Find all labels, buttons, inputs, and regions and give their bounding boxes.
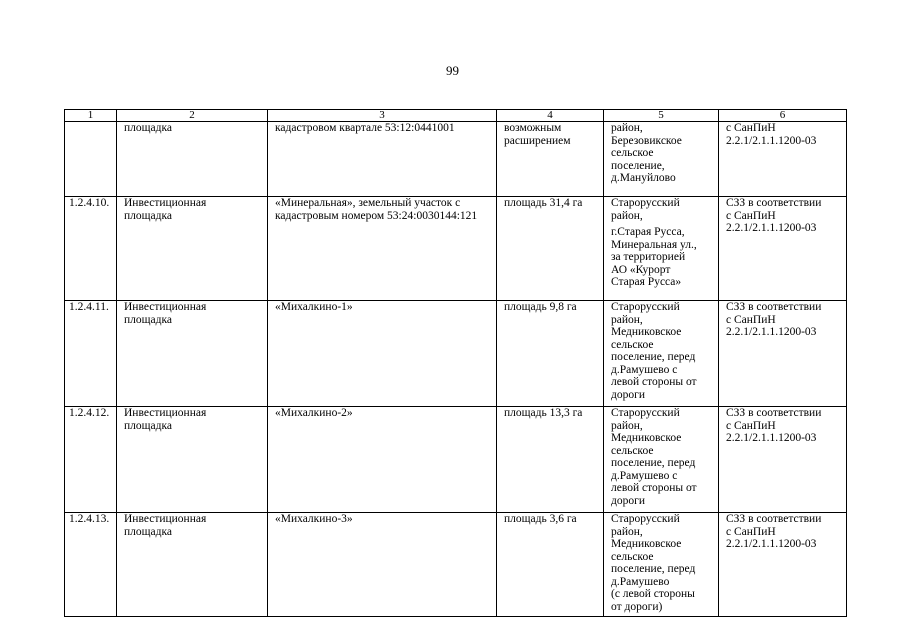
- cell-text-line: площадь 9,8 га: [504, 301, 577, 313]
- cell-text-line: с СанПиН: [726, 122, 776, 134]
- table-cell: [268, 407, 497, 513]
- table-row: [65, 407, 847, 513]
- cell-text-line: левой стороны от: [611, 482, 697, 494]
- table-cell: [719, 407, 847, 513]
- cell-text-line: 1.2.4.12.: [69, 407, 110, 419]
- cell-text-line: возможным: [504, 122, 562, 134]
- cell-text-line: кадастровым номером 53:24:0030144:121: [275, 209, 478, 222]
- cell-text-line: поселение, перед: [611, 563, 696, 575]
- cell-text-line: сельское: [611, 338, 654, 351]
- table-cell: [268, 513, 497, 617]
- table-cell: [268, 122, 497, 197]
- table-cell: [65, 513, 117, 617]
- table-cell: [719, 197, 847, 301]
- cell-text-line: Старорусский: [611, 301, 680, 313]
- cell-text-line: Минеральная ул.,: [611, 238, 697, 251]
- cell-text-line: Старорусский: [611, 407, 680, 419]
- cell-text-line: СЗЗ в соответствии: [726, 197, 822, 209]
- cell-text-line: Медниковское: [611, 538, 682, 550]
- cell-text-line: дороги: [611, 494, 645, 507]
- table-cell: [65, 197, 117, 301]
- cell-text-line: расширением: [504, 134, 571, 147]
- cell-text-line: поселение,: [611, 159, 665, 172]
- cell-text-line: СЗЗ в соответствии: [726, 301, 822, 313]
- table-cell: [268, 301, 497, 407]
- cell-text-line: с СанПиН: [726, 209, 776, 222]
- table-cell: [719, 122, 847, 197]
- cell-text-line: Березовикское: [611, 134, 682, 147]
- cell-text-line: д.Рамушево с: [611, 363, 678, 376]
- cell-text-line: 2.2.1/2.1.1.1200-03: [726, 222, 817, 234]
- table-cell: [719, 301, 847, 407]
- cell-text-line: СЗЗ в соответствии: [726, 407, 822, 419]
- cell-text-line: 1.2.4.13.: [69, 513, 110, 525]
- cell-text-line: от дороги): [611, 600, 663, 613]
- table-header-row: [65, 110, 847, 122]
- cell-text-line: район,: [611, 313, 643, 326]
- cell-text-line: СЗЗ в соответствии: [726, 513, 822, 525]
- cell-text-line: Медниковское: [611, 326, 682, 338]
- cell-text-line: сельское: [611, 550, 654, 563]
- cell-text-line: с СанПиН: [726, 525, 776, 538]
- cell-text-line: 1.2.4.10.: [69, 197, 110, 209]
- cell-text-line: с СанПиН: [726, 313, 776, 326]
- cell-text-line: Старорусский: [611, 513, 680, 525]
- cell-text-line: площадка: [124, 419, 172, 432]
- cell-text-line: АО «Курорт: [611, 263, 671, 276]
- cell-text-line: сельское: [611, 147, 654, 159]
- cell-text-line: Старорусский: [611, 197, 680, 209]
- table-cell: [268, 197, 497, 301]
- table-cell: [117, 122, 268, 197]
- table-cell: [117, 197, 268, 301]
- cell-text-line: район,: [611, 525, 643, 538]
- cell-text-line: площадка: [124, 209, 172, 222]
- cell-text-line: район,: [611, 419, 643, 432]
- column-header: 2: [117, 110, 268, 122]
- cell-text-line: 1.2.4.11.: [69, 301, 109, 313]
- table-cell: [65, 301, 117, 407]
- cell-text-line: «Михалкино-2»: [275, 407, 353, 419]
- table-cell: [604, 301, 719, 407]
- cell-text-line: (с левой стороны: [611, 588, 695, 600]
- cell-text-line: Инвестиционная: [124, 407, 207, 419]
- cell-text-line: поселение, перед: [611, 351, 696, 363]
- column-header: 5: [604, 110, 719, 122]
- cell-text-line: площадка: [124, 313, 172, 326]
- page-number: 99: [446, 63, 459, 78]
- column-header: 1: [65, 110, 117, 122]
- cell-text-line: 2.2.1/2.1.1.1200-03: [726, 538, 817, 550]
- table-cell: [604, 407, 719, 513]
- cell-text-line: Инвестиционная: [124, 197, 207, 209]
- cell-text-line: кадастровом квартале 53:12:0441001: [275, 122, 455, 134]
- table-cell: [604, 513, 719, 617]
- table-cell: [117, 301, 268, 407]
- cell-text-line: площадь 31,4 га: [504, 197, 583, 209]
- table-row: [65, 197, 847, 301]
- cell-text-line: поселение, перед: [611, 457, 696, 469]
- table-cell: [497, 407, 604, 513]
- cell-text-line: левой стороны от: [611, 376, 697, 388]
- cell-text-line: Инвестиционная: [124, 513, 207, 525]
- cell-text-line: «Михалкино-1»: [275, 301, 353, 313]
- table-cell: [497, 197, 604, 301]
- cell-text-line: сельское: [611, 444, 654, 457]
- cell-text-line: д.Рамушево: [611, 575, 670, 588]
- table-cell: [65, 122, 117, 197]
- table-row: [65, 513, 847, 617]
- table-cell: [719, 513, 847, 617]
- table-row: [65, 122, 847, 197]
- cell-text-line: площадь 13,3 га: [504, 407, 583, 419]
- table-cell: [497, 513, 604, 617]
- table-row: [65, 301, 847, 407]
- cell-text-line: с СанПиН: [726, 419, 776, 432]
- table-cell: [497, 301, 604, 407]
- cell-text-line: Инвестиционная: [124, 301, 207, 313]
- column-header: 4: [497, 110, 604, 122]
- cell-text-line: дороги: [611, 388, 645, 401]
- cell-text-line: 2.2.1/2.1.1.1200-03: [726, 326, 817, 338]
- cell-text-line: «Минеральная», земельный участок с: [275, 197, 461, 209]
- table-cell: [117, 407, 268, 513]
- cell-text-line: площадка: [124, 525, 172, 538]
- cell-text-line: «Михалкино-3»: [275, 513, 353, 525]
- cell-text-line: площадка: [124, 122, 172, 134]
- cell-text-line: д.Рамушево с: [611, 469, 678, 482]
- cell-text-line: 2.2.1/2.1.1.1200-03: [726, 432, 817, 444]
- cell-text-line: г.Старая Русса,: [611, 226, 685, 238]
- column-header: 3: [268, 110, 497, 122]
- cell-text-line: д.Мануйлово: [611, 172, 676, 184]
- cell-text-line: 2.2.1/2.1.1.1200-03: [726, 134, 817, 147]
- cell-text-line: Старая Русса»: [611, 276, 682, 288]
- cell-text-line: район,: [611, 209, 643, 222]
- table-cell: [65, 407, 117, 513]
- cell-text-line: площадь 3,6 га: [504, 513, 577, 525]
- cell-text-line: Медниковское: [611, 432, 682, 444]
- table-cell: [604, 197, 719, 301]
- table-cell: [117, 513, 268, 617]
- document-table: [64, 109, 847, 617]
- cell-text-line: район,: [611, 122, 643, 134]
- table-cell: [497, 122, 604, 197]
- table-cell: [604, 122, 719, 197]
- column-header: 6: [719, 110, 847, 122]
- cell-text-line: за территорией: [611, 251, 686, 263]
